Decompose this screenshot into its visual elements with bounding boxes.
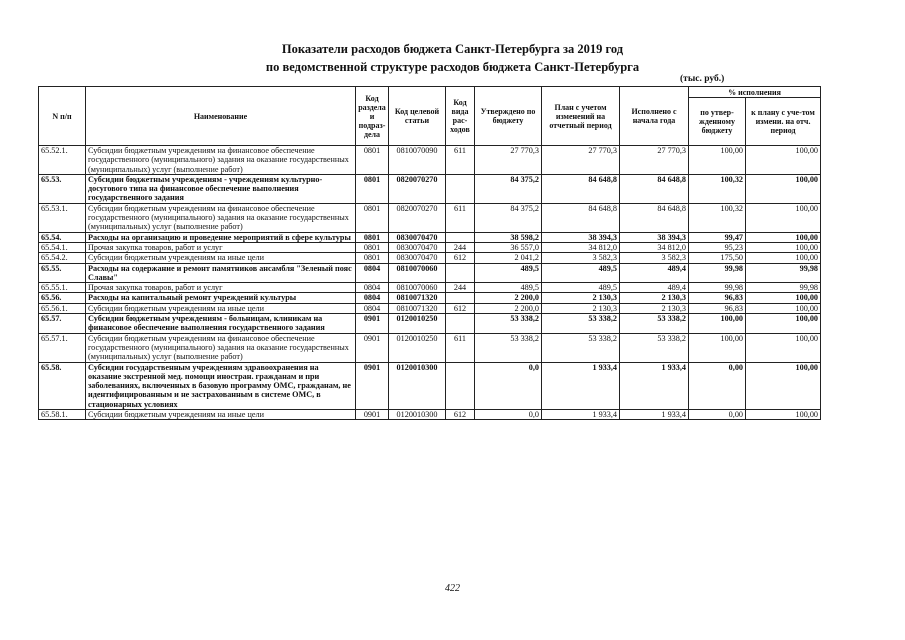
cell-target-code: 0820070270 (389, 174, 446, 203)
cell-approved: 0,0 (475, 362, 542, 409)
cell-pct-plan: 100,00 (746, 253, 821, 263)
cell-expense-type (446, 232, 475, 242)
cell-approved: 489,5 (475, 283, 542, 293)
cell-approved: 84 375,2 (475, 174, 542, 203)
cell-name: Субсидии бюджетным учреждениям - больницам, клиникам на финансовое обеспечение выполнения государственного задания (86, 314, 356, 334)
cell-expense-type: 612 (446, 410, 475, 420)
cell-pct-approved: 0,00 (689, 362, 746, 409)
cell-executed: 1 933,4 (620, 410, 689, 420)
cell-section-code: 0804 (356, 283, 389, 293)
cell-name: Расходы на капитальный ремонт учреждений культуры (86, 293, 356, 303)
cell-target-code: 0810070090 (389, 146, 446, 175)
table-row (39, 362, 821, 409)
cell-executed: 1 933,4 (620, 362, 689, 409)
table-row (39, 314, 821, 334)
cell-pct-approved: 96,83 (689, 303, 746, 313)
cell-plan: 2 130,3 (542, 293, 620, 303)
cell-target-code: 0830070470 (389, 242, 446, 252)
cell-approved: 84 375,2 (475, 203, 542, 232)
cell-approved: 53 338,2 (475, 314, 542, 334)
cell-expense-type (446, 314, 475, 334)
cell-executed: 27 770,3 (620, 146, 689, 175)
cell-target-code: 0810071320 (389, 293, 446, 303)
cell-num: 65.57. (39, 314, 86, 334)
cell-num: 65.56. (39, 293, 86, 303)
cell-pct-approved: 100,32 (689, 203, 746, 232)
cell-target-code: 0830070470 (389, 232, 446, 242)
header-pct-approved: по утвер-жденному бюджету (689, 98, 746, 146)
cell-executed: 53 338,2 (620, 314, 689, 334)
cell-name: Субсидии бюджетным учреждениям на иные цели (86, 253, 356, 263)
table-row (39, 253, 821, 263)
table-row (39, 203, 821, 232)
cell-plan: 84 648,8 (542, 174, 620, 203)
cell-pct-plan: 100,00 (746, 203, 821, 232)
cell-plan: 1 933,4 (542, 362, 620, 409)
cell-name: Прочая закупка товаров, работ и услуг (86, 283, 356, 293)
cell-executed: 84 648,8 (620, 203, 689, 232)
cell-expense-type (446, 293, 475, 303)
cell-executed: 2 130,3 (620, 293, 689, 303)
cell-section-code: 0801 (356, 203, 389, 232)
header-pct-plan: к плану с уче-том измени. на отч. период (746, 98, 821, 146)
cell-approved: 489,5 (475, 263, 542, 283)
cell-plan: 1 933,4 (542, 410, 620, 420)
header-section-code: Код раздела и подраз-дела (356, 87, 389, 146)
cell-num: 65.53.1. (39, 203, 86, 232)
cell-section-code: 0901 (356, 362, 389, 409)
cell-name: Субсидии бюджетным учреждениям на иные цели (86, 410, 356, 420)
header-executed: Исполнено с начала года (620, 87, 689, 146)
cell-expense-type (446, 362, 475, 409)
cell-plan: 489,5 (542, 263, 620, 283)
header-target-code: Код целевой статьи (389, 87, 446, 146)
cell-pct-approved: 100,00 (689, 146, 746, 175)
cell-expense-type: 244 (446, 283, 475, 293)
cell-num: 65.58. (39, 362, 86, 409)
cell-section-code: 0801 (356, 232, 389, 242)
table-row (39, 293, 821, 303)
cell-num: 65.57.1. (39, 333, 86, 362)
table-row (39, 232, 821, 242)
cell-section-code: 0901 (356, 333, 389, 362)
cell-plan: 3 582,3 (542, 253, 620, 263)
document-title-line-2: по ведомственной структуре расходов бюджета Санкт-Петербурга (265, 60, 640, 74)
table-row (39, 283, 821, 293)
cell-expense-type (446, 263, 475, 283)
cell-target-code: 0120010250 (389, 314, 446, 334)
cell-pct-plan: 100,00 (746, 303, 821, 313)
cell-pct-approved: 0,00 (689, 410, 746, 420)
cell-plan: 34 812,0 (542, 242, 620, 252)
cell-approved: 38 598,2 (475, 232, 542, 242)
document-title-line-1: Показатели расходов бюджета Санкт-Петербурга за 2019 год (281, 42, 624, 56)
cell-target-code: 0810071320 (389, 303, 446, 313)
header-plan: План с учетом изменений на отчетный период (542, 87, 620, 146)
cell-name: Субсидии бюджетным учреждениям на финансовое обеспечение государственного (муниципального) задания на оказание государственных (муниципальных) услуг (выполнение работ) (86, 203, 356, 232)
cell-num: 65.56.1. (39, 303, 86, 313)
cell-expense-type: 611 (446, 333, 475, 362)
cell-pct-approved: 100,32 (689, 174, 746, 203)
cell-approved: 2 041,2 (475, 253, 542, 263)
cell-section-code: 0804 (356, 293, 389, 303)
cell-executed: 34 812,0 (620, 242, 689, 252)
header-percent-group: % исполнения (689, 87, 821, 98)
table-row (39, 263, 821, 283)
cell-section-code: 0801 (356, 146, 389, 175)
cell-pct-plan: 100,00 (746, 333, 821, 362)
cell-pct-plan: 100,00 (746, 232, 821, 242)
cell-approved: 2 200,0 (475, 293, 542, 303)
cell-pct-plan: 100,00 (746, 362, 821, 409)
table-row (39, 303, 821, 313)
cell-pct-plan: 100,00 (746, 146, 821, 175)
cell-pct-approved: 100,00 (689, 314, 746, 334)
cell-target-code: 0820070270 (389, 203, 446, 232)
cell-section-code: 0801 (356, 242, 389, 252)
budget-table (38, 86, 821, 420)
cell-executed: 3 582,3 (620, 253, 689, 263)
cell-executed: 489,4 (620, 283, 689, 293)
cell-target-code: 0120010300 (389, 410, 446, 420)
cell-expense-type (446, 174, 475, 203)
cell-section-code: 0801 (356, 253, 389, 263)
cell-name: Расходы на содержание и ремонт памятников ансамбля "Зеленый пояс Славы" (86, 263, 356, 283)
cell-pct-plan: 100,00 (746, 242, 821, 252)
header-num: N п/п (39, 87, 86, 146)
cell-target-code: 0810070060 (389, 283, 446, 293)
cell-num: 65.54. (39, 232, 86, 242)
cell-section-code: 0801 (356, 174, 389, 203)
header-name: Наименование (86, 87, 356, 146)
cell-target-code: 0120010300 (389, 362, 446, 409)
cell-plan: 84 648,8 (542, 203, 620, 232)
cell-target-code: 0120010250 (389, 333, 446, 362)
cell-plan: 38 394,3 (542, 232, 620, 242)
cell-name: Прочая закупка товаров, работ и услуг (86, 242, 356, 252)
cell-num: 65.55.1. (39, 283, 86, 293)
cell-executed: 38 394,3 (620, 232, 689, 242)
cell-pct-approved: 100,00 (689, 333, 746, 362)
cell-name: Субсидии бюджетным учреждениям - учреждениям культурно-досугового типа на финансовое обеспечение выполнения государственного задания (86, 174, 356, 203)
cell-approved: 0,0 (475, 410, 542, 420)
cell-name: Субсидии бюджетным учреждениям на финансовое обеспечение государственного (муниципального) задания на оказание государственных (муниципальных) услуг (выполнение работ) (86, 333, 356, 362)
cell-approved: 2 200,0 (475, 303, 542, 313)
cell-expense-type: 244 (446, 242, 475, 252)
cell-num: 65.54.2. (39, 253, 86, 263)
cell-plan: 489,5 (542, 283, 620, 293)
cell-target-code: 0810070060 (389, 263, 446, 283)
cell-section-code: 0901 (356, 314, 389, 334)
cell-approved: 27 770,3 (475, 146, 542, 175)
cell-pct-plan: 100,00 (746, 314, 821, 334)
table-row (39, 410, 821, 420)
cell-pct-plan: 100,00 (746, 410, 821, 420)
cell-plan: 53 338,2 (542, 333, 620, 362)
cell-num: 65.52.1. (39, 146, 86, 175)
cell-approved: 36 557,0 (475, 242, 542, 252)
cell-section-code: 0804 (356, 303, 389, 313)
cell-executed: 84 648,8 (620, 174, 689, 203)
cell-num: 65.55. (39, 263, 86, 283)
header-expense-type-code: Код вида рас-ходов (446, 87, 475, 146)
cell-name: Расходы на организацию и проведение мероприятий в сфере культуры (86, 232, 356, 242)
cell-pct-approved: 99,98 (689, 283, 746, 293)
cell-pct-plan: 100,00 (746, 174, 821, 203)
table-row (39, 242, 821, 252)
cell-pct-approved: 99,98 (689, 263, 746, 283)
header-approved: Утверждено по бюджету (475, 87, 542, 146)
cell-name: Субсидии бюджетным учреждениям на иные цели (86, 303, 356, 313)
cell-executed: 2 130,3 (620, 303, 689, 313)
cell-plan: 27 770,3 (542, 146, 620, 175)
cell-expense-type: 612 (446, 253, 475, 263)
cell-pct-plan: 99,98 (746, 283, 821, 293)
cell-plan: 53 338,2 (542, 314, 620, 334)
page-number: 422 (445, 583, 460, 594)
cell-expense-type: 612 (446, 303, 475, 313)
table-row (39, 174, 821, 203)
cell-num: 65.53. (39, 174, 86, 203)
cell-approved: 53 338,2 (475, 333, 542, 362)
table-body (39, 146, 821, 420)
cell-pct-approved: 99,47 (689, 232, 746, 242)
cell-plan: 2 130,3 (542, 303, 620, 313)
cell-executed: 53 338,2 (620, 333, 689, 362)
cell-expense-type: 611 (446, 203, 475, 232)
cell-name: Субсидии бюджетным учреждениям на финансовое обеспечение государственного (муниципального) задания на оказание государственных (муниципальных) услуг (выполнение работ) (86, 146, 356, 175)
cell-pct-approved: 175,50 (689, 253, 746, 263)
table-row (39, 146, 821, 175)
cell-pct-plan: 99,98 (746, 263, 821, 283)
cell-pct-approved: 95,23 (689, 242, 746, 252)
cell-expense-type: 611 (446, 146, 475, 175)
table-row (39, 333, 821, 362)
cell-name: Субсидии государственным учреждениям здравоохранения на оказание экстренной мед. помощи иностран. гражданам и при заболеваниях, включенных в базовую программу ОМС, гражданам, не идентифицированным и не застрахованным в системе ОМС, в стационарных условиях (86, 362, 356, 409)
units-label: (тыс. руб.) (680, 74, 725, 84)
cell-num: 65.58.1. (39, 410, 86, 420)
cell-section-code: 0901 (356, 410, 389, 420)
cell-num: 65.54.1. (39, 242, 86, 252)
cell-executed: 489,4 (620, 263, 689, 283)
cell-section-code: 0804 (356, 263, 389, 283)
cell-pct-plan: 100,00 (746, 293, 821, 303)
cell-pct-approved: 96,83 (689, 293, 746, 303)
cell-target-code: 0830070470 (389, 253, 446, 263)
